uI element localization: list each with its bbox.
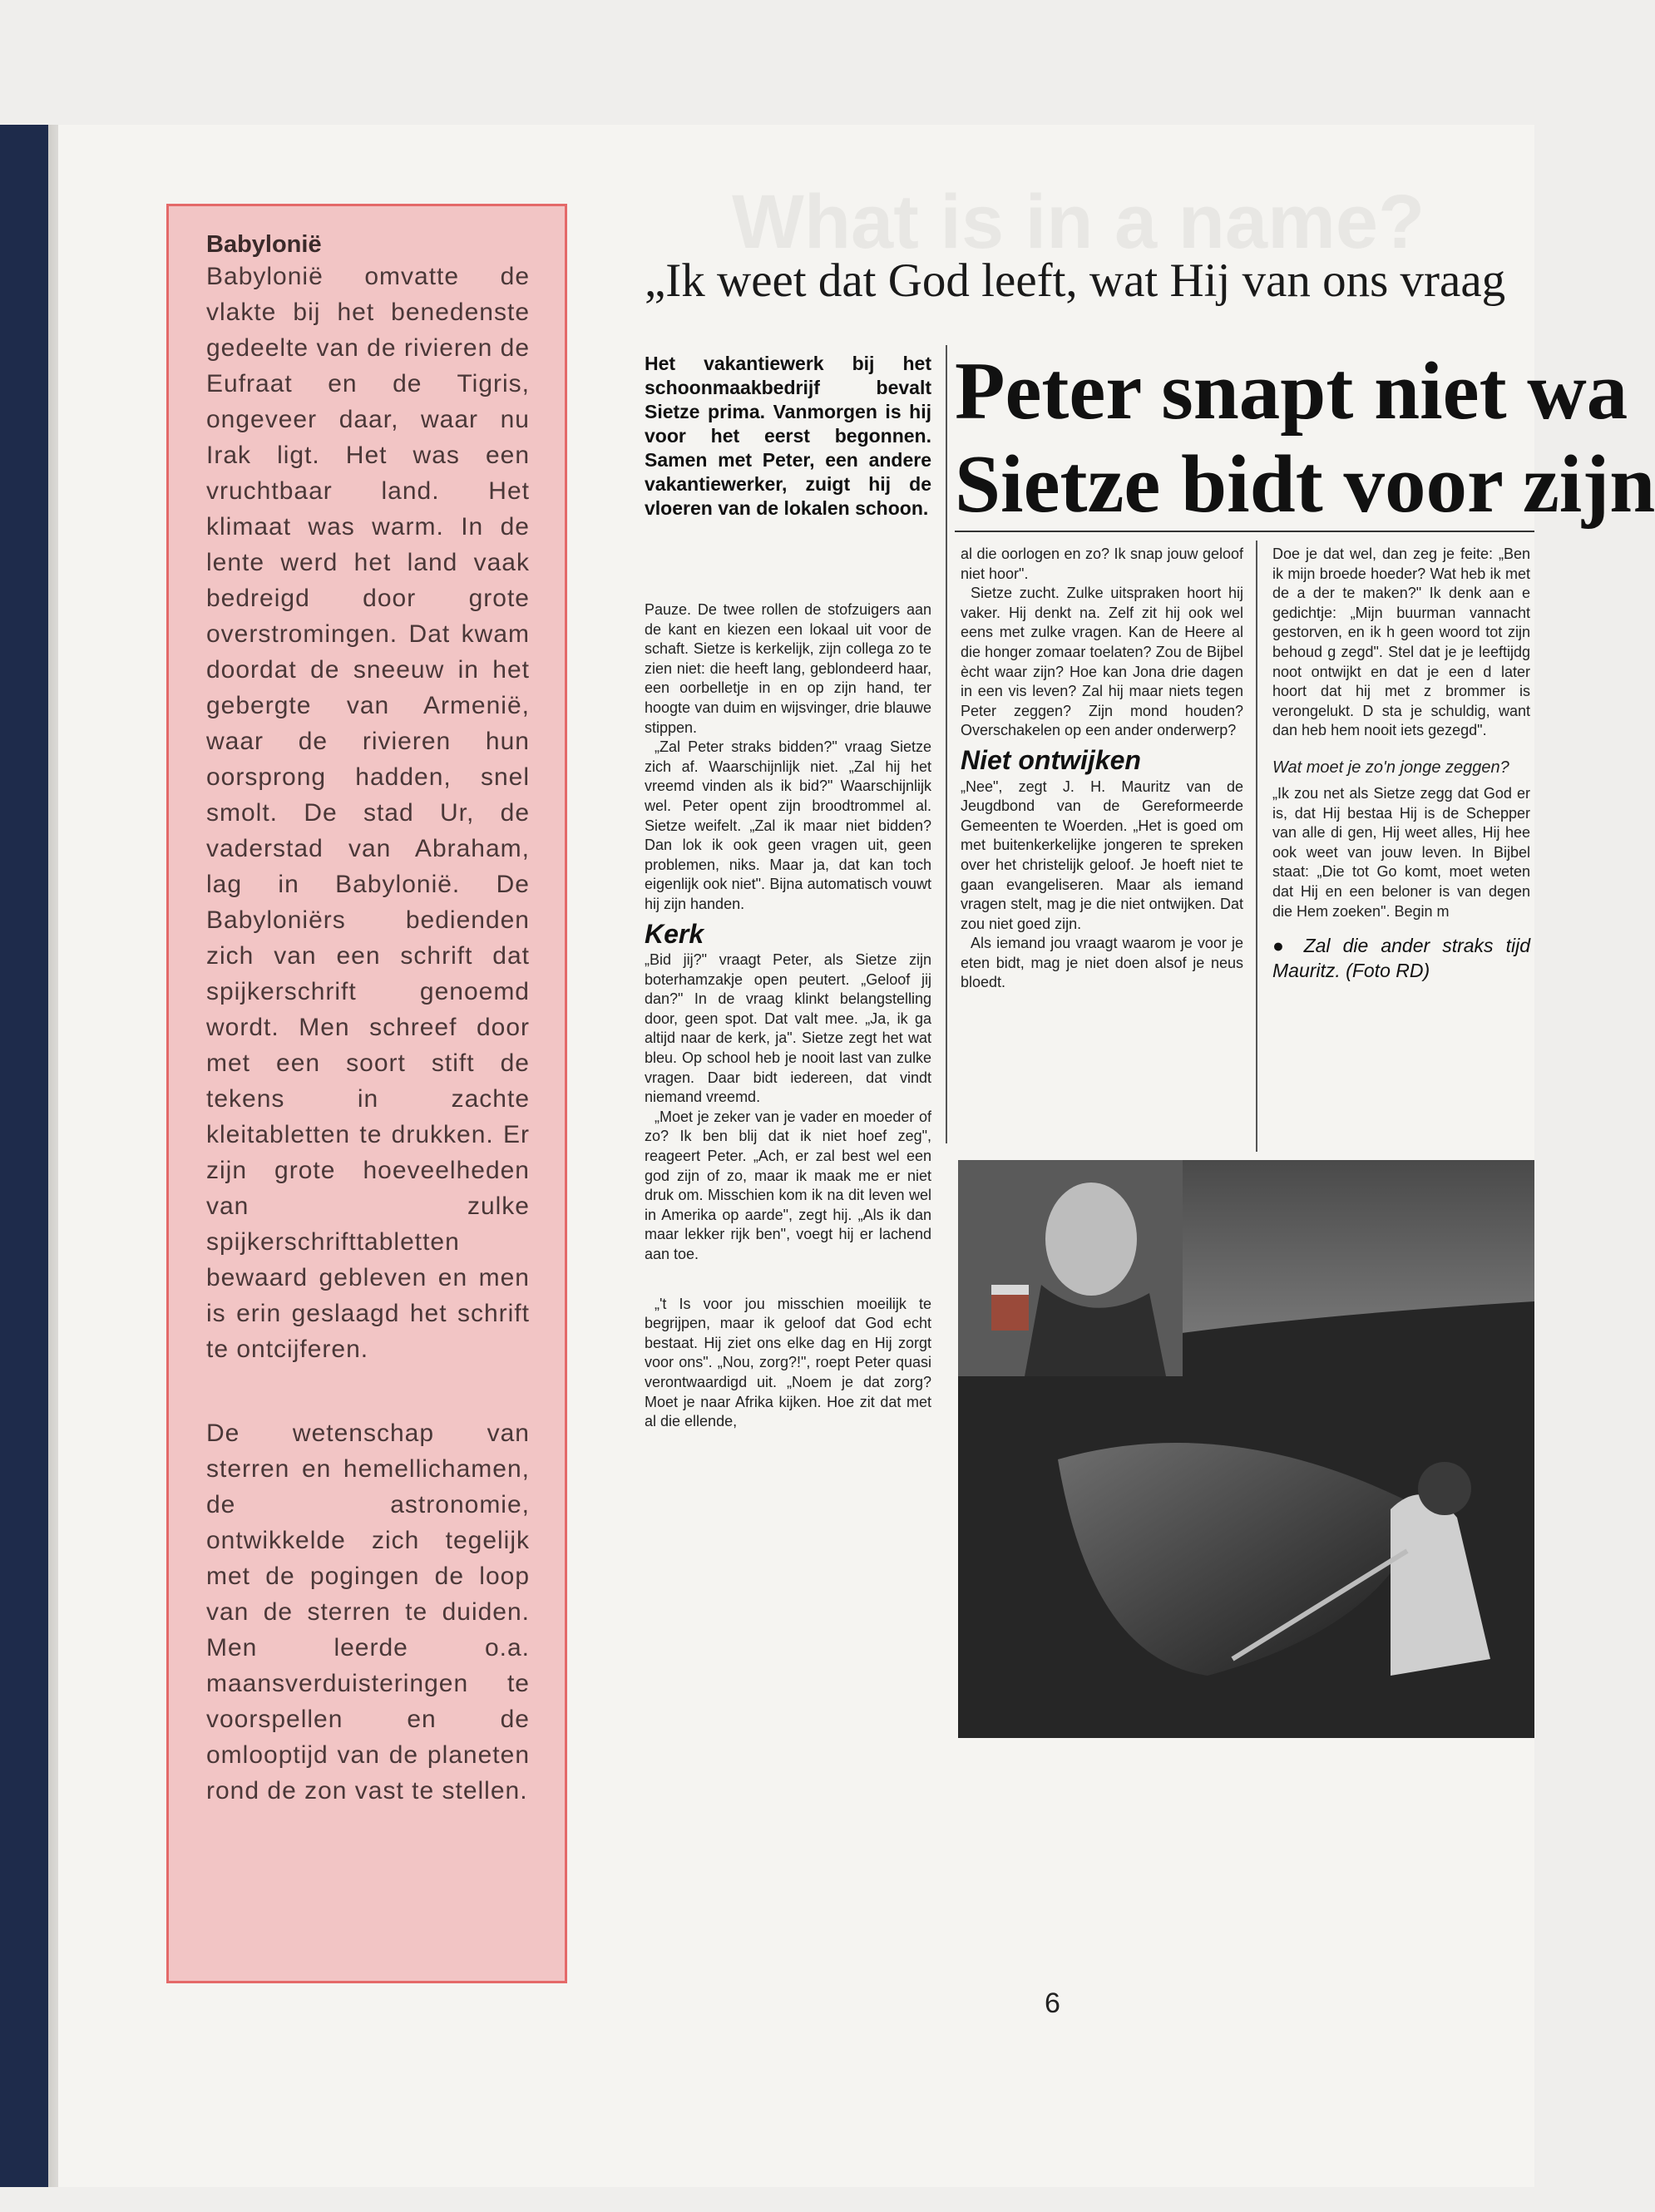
article-column-1: [645, 600, 931, 1432]
article-intro: Het vakantiewerk bij het schoonmaakbedrijf bevalt Sietze prima. Vanmorgen is hij voor het eerst begonnen. Samen met Peter, een andere vakantiewerker, zuigt hij de vloeren van de lokalen schoon.: [645, 353, 931, 519]
page-number: 6: [1045, 1987, 1060, 2019]
article-column-3: [1272, 545, 1530, 983]
headline-line-1: Peter snapt niet wa: [955, 346, 1628, 437]
photo-illustration: [958, 1160, 1534, 1738]
show-through-text: What is in a name?: [732, 180, 1425, 264]
column1-paragraph: „Zal Peter straks bidden?" vraag Sietze zich af. Waarschijnlijk niet. „Zal hij het vreemd vinden als ik bid?" Waarschijnlijk wel. Peter opent zijn broodtrommel al. Sietze weifelt. „Zal ik maar niet bidden? Dan lok ik ook geen vragen uit, geen problemen, niks. Maar ja, dat kan toch eigenlijk ook niet". Bijna automatisch vouwt hij zijn handen.: [645, 738, 931, 912]
pull-question: Wat moet je zo'n jonge zeggen?: [1272, 758, 1509, 777]
column2-paragraph: al die oorlogen en zo? Ik snap jouw geloof niet hoor".: [961, 546, 1243, 582]
photo-caption: ● Zal die ander straks tijd Mauritz. (Foto RD): [1272, 935, 1530, 982]
sidebar-box-babylonie: [166, 204, 567, 1983]
column1-paragraph: „Bid jij?" vraagt Peter, als Sietze zijn boterhamzakje open peutert. „Geloof jij dan?" In de vraag klinkt belangstelling door, geen spot. Dat valt mee. „Ja, ik ga altijd naar de kerk, ja". Sietze zegt het wat bleu. Op school heb je nooit last van zulke vragen. Daar bidt iedereen, dat vindt niemand vreemd.: [645, 951, 931, 1106]
column1-paragraph: „'t Is voor jou misschien moeilijk te begrijpen, maar ik geloof dat God echt bestaat. Hij ziet ons elke dag en Hij zorgt voor ons". „Nou, zorg?!", roept Peter quasi verontwaardigd uit. „Noem je dat zorg? Moet je naar Afrika kijken. Hoe zit dat met al die ellende,: [645, 1295, 931, 1430]
column2-paragraph: Als iemand jou vraagt waarom je voor je eten bidt, mag je niet doen alsof je neus bloedt.: [961, 935, 1243, 991]
article-headline: [955, 345, 1655, 531]
subhead-kerk: Kerk: [645, 918, 704, 949]
column-rule: [1256, 541, 1257, 1152]
column1-paragraph: Pauze. De twee rollen de stofzuigers aan de kant en kiezen een lokaal uit voor de schaft. Sietze is kerkelijk, zijn collega zo te zien niet: die heeft lang, geblondeerd haar, een oorbelletje in en op zijn hand, ter hoogte van duim en wijsvinger, drie blauwe stippen.: [645, 601, 931, 736]
subhead-niet-ontwijken: Niet ontwijken: [961, 744, 1141, 775]
column3-paragraph: Doe je dat wel, dan zeg je feite: „Ben ik mijn broede hoeder? Wat heb ik met de a der te maken?" Ik denk aan e gedichtje: „Mijn buurman vannacht gestorven, en ik h geen woord tot zijn behoud g zegd". Stel dat je je leeftijdg noot ontwijkt en dat je een d later hoort dat hij met z brommer is verongelukt. D sta je schuldig, want dan heb hem nooit iets gezegd".: [1272, 546, 1530, 739]
column-rule: [946, 345, 947, 1143]
article-photo: [958, 1160, 1534, 1738]
column2-paragraph: Sietze zucht. Zulke uitspraken hoort hij vaker. Hij denkt na. Zelf zit hij ook wel eens met zulke vragen. Kan de Heere al die honger zomaar toelaten? Zou de Bijbel ècht waar zijn? Hoe kan Jona drie dagen in een vis leven? Zal hij maar niets tegen Peter zeggen? Zijn mond houden? Overschakelen op een ander onderwerp?: [961, 585, 1243, 739]
article-kicker: „Ik weet dat God leeft, wat Hij van ons vraag: [645, 254, 1506, 307]
sidebar-paragraph-1: Babylonië omvatte de vlakte bij het benedenste gedeelte van de rivieren de Eufraat en de Tigris, ongeveer daar, waar nu Irak ligt. Het was een vruchtbaar land. Het klimaat was warm. In de lente werd het land vaak bedreigd door grote overstromingen. Dat kwam doordat de sneeuw in het gebergte van Armenië, waar de rivieren hun oorsprong hadden, snel smolt. De stad Ur, de vaderstad van Abraham, lag in Babylonië. De Babyloniërs bedienden zich van een schrift dat spijkerschrift genoemd wordt. Men schreef door met een soort stift de tekens in zachte kleitabletten te drukken. Er zijn grote hoeveelheden van zulke spijkerschrifttabletten bewaard gebleven en men is erin geslaagd het schrift te ontcijferen.: [206, 263, 530, 1363]
column2-paragraph: „Nee", zegt J. H. Mauritz van de Jeugdbond van de Gereformeerde Gemeenten te Woerden. „Het is goed om met buitenkerkelijke jongeren te spreken over het christelijk geloof. Je hoeft niet te gaan evangeliseren. Maar als iemand vragen stelt, mag je die niet ontwijken. Dat zou niet goed zijn.: [961, 778, 1243, 932]
book-binding: [0, 125, 48, 2187]
headline-line-2: Sietze bidt voor zijn: [955, 439, 1655, 530]
article-column-2: [961, 545, 1243, 993]
column3-paragraph: „Ik zou net als Sietze zegg dat God er is, dat Hij bestaa Hij is de Schepper van alle di gen, Hij weet alles, Hij hee ook weet van jouw leven. In Bijbel staat: „Die tot Go komt, moet weten dat Hij en een beloner is van degen die Hem zoeken". Begin m: [1272, 784, 1530, 920]
sidebar-paragraph-2: De wetenschap van sterren en hemellichamen, de astronomie, ontwikkelde zich tegelijk met de pogingen de loop van de sterren te duiden. Men leerde o.a. maansverduisteringen te voorspellen en de omlooptijd van de planeten rond de zon vast te stellen.: [206, 1420, 530, 1805]
column1-paragraph: „Moet je zeker van je vader en moeder of zo? Ik ben blij dat ik niet hoef zeg", reageert Peter. „Ach, er zal best wel een god zijn of zo, maar ik maak me er niet druk om. Misschien kom ik na dit leven wel in Amerika op aarde", zegt hij. „Als ik dan maar lekker rijk ben", voegt hij er lachend aan toe.: [645, 1108, 931, 1262]
sidebar-title: Babylonië: [206, 231, 322, 258]
